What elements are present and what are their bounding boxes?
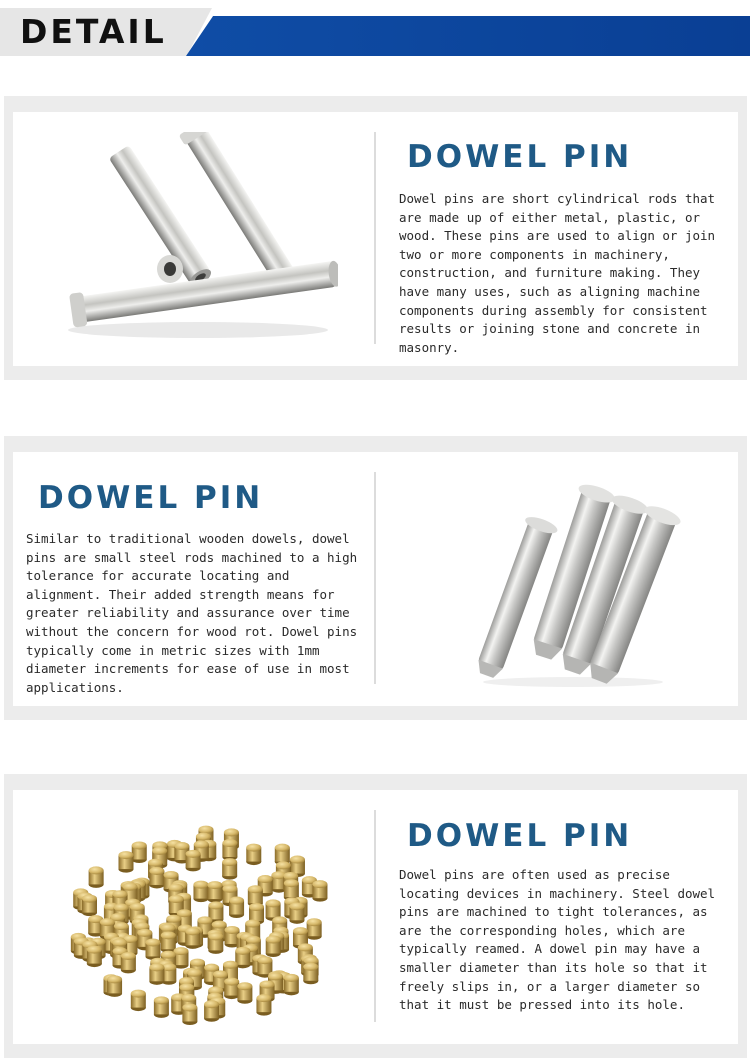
- brass-pin-shape: [107, 975, 122, 997]
- detail-header: [0, 0, 750, 56]
- brass-pin-shape: [132, 841, 147, 863]
- brass-pin-shape: [131, 990, 146, 1012]
- brass-pin-shape: [193, 881, 208, 903]
- section-1-divider: [374, 132, 376, 344]
- brass-pin-shape: [146, 938, 161, 960]
- brass-pin-shape: [289, 902, 304, 924]
- brass-pin-shape: [82, 895, 97, 917]
- brass-pin-shape: [208, 932, 223, 954]
- brass-pin-shape: [256, 994, 271, 1016]
- section-1-title: DOWEL PIN: [407, 139, 633, 175]
- section-2-title: DOWEL PIN: [38, 480, 264, 516]
- headed-dowel-pins-photo: [453, 470, 683, 690]
- section-1-text: Dowel pins are short cylindrical rods that are made up of either metal, plastic, or wood. These pins are used to align or join two or more components in machinery, construction, and furniture making. They have many uses, such as aligning machine components during assembly for consistent results or joining stone and concrete in masonry.: [399, 191, 716, 355]
- section-2-text: Similar to traditional wooden dowels, dowel pins are small steel rods machined to a high tolerance for accurate locating and alignment. Their added strength means for greater reliability and assurance over time without the concern for wood rot. Dowel pins typically come in metric sizes with 1mm diameter increments for ease of use in most applications.: [26, 531, 358, 695]
- brass-pin-shape: [246, 844, 261, 866]
- brass-pin-shape: [237, 982, 252, 1004]
- brass-pin-shape: [312, 880, 327, 902]
- stainless-steel-dowel-pins-photo: [48, 132, 338, 342]
- brass-pin-shape: [182, 1003, 197, 1025]
- section-3-title: DOWEL PIN: [407, 818, 633, 854]
- brass-pin-shape: [161, 931, 176, 953]
- section-2-card: [13, 452, 738, 706]
- brass-pin-shape: [185, 927, 200, 949]
- brass-pin-shape: [149, 867, 164, 889]
- section-3-text: Dowel pins are often used as precise locating devices in machinery. Steel dowel pins are machined to tight tolerances, as are the corresponding holes, which are typically reamed. A dowel pin may have a smaller diameter than its hole so that it freely slips in, or a larger diameter so that it must be pressed into its hole.: [399, 867, 716, 1013]
- brass-pin-shape: [224, 978, 239, 1000]
- section-3: [4, 774, 747, 1058]
- header-title: DETAIL: [20, 12, 167, 51]
- section-1-card: [13, 112, 738, 366]
- section-2-divider: [374, 472, 376, 684]
- brass-pin-shape: [307, 918, 322, 940]
- brass-pin-shape: [207, 881, 222, 903]
- header-blue-band: [186, 16, 750, 56]
- section-1: [4, 96, 747, 380]
- brass-pin-shape: [266, 936, 281, 958]
- brass-pin-shape: [284, 974, 299, 996]
- brass-pin-shape: [204, 1000, 219, 1022]
- brass-pin-shape: [121, 952, 136, 974]
- section-3-divider: [374, 810, 376, 1022]
- brass-pin-shape: [89, 866, 104, 888]
- brass-pin-shape: [118, 851, 133, 873]
- section-3-card: [13, 790, 738, 1044]
- brass-pin-shape: [222, 839, 237, 861]
- brass-pin-shape: [87, 946, 102, 968]
- brass-pin-shape: [186, 850, 201, 872]
- brass-dowel-pins-pile-photo: [58, 808, 348, 1028]
- brass-pin-shape: [222, 858, 237, 880]
- section-2: [4, 436, 747, 720]
- brass-pin-shape: [154, 996, 169, 1018]
- brass-pin-shape: [149, 963, 164, 985]
- brass-pin-shape: [303, 963, 318, 985]
- brass-pin-shape: [229, 897, 244, 919]
